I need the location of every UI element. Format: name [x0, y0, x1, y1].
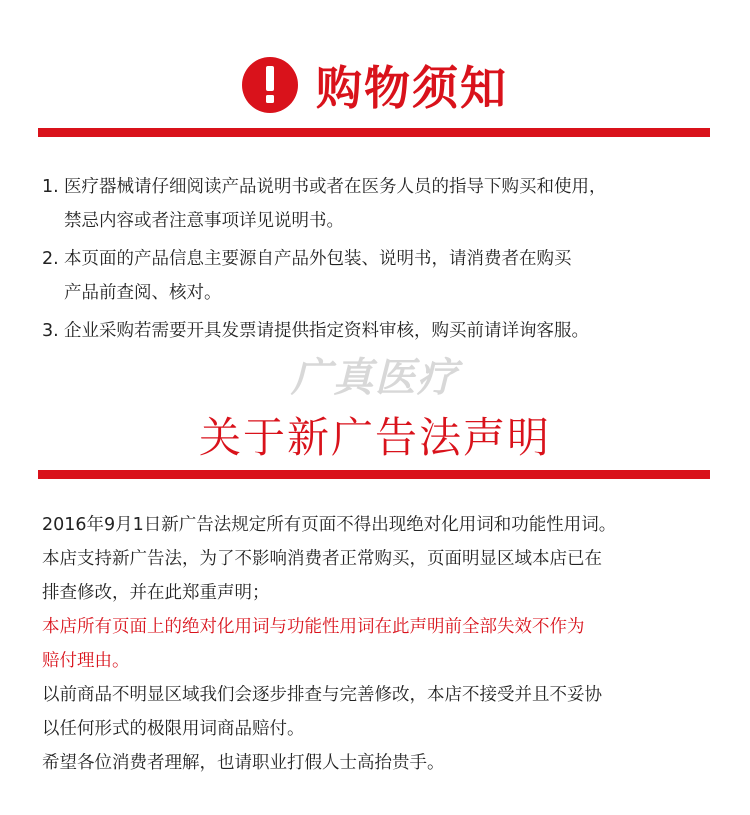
statement-line: 以前商品不明显区域我们会逐步排查与完善修改，本店不接受并且不妥协 — [42, 685, 602, 705]
item-text-cont: 禁忌内容或者注意事项详见说明书。 — [64, 211, 344, 231]
item-text-cont: 产品前查阅、核对。 — [64, 283, 222, 303]
section-title: 关于新广告法声明 — [198, 413, 551, 462]
item-text: 医疗器械请仔细阅读产品说明书或者在医务人员的指导下购买和使用， — [64, 177, 607, 197]
list-item — [42, 170, 722, 238]
divider-bar — [38, 470, 710, 479]
watermark: 广真医疗 — [291, 355, 459, 401]
statement-warning-line: 本店所有页面上的绝对化用词与功能性用词在此声明前全部失效不作为 — [42, 617, 585, 637]
statement-warning-line: 赔付理由。 — [42, 651, 130, 671]
statement-line: 希望各位消费者理解，也请职业打假人士高抬贵手。 — [42, 753, 445, 773]
page-title: 购物须知 — [316, 61, 508, 115]
item-number: 3. — [42, 321, 59, 341]
statement-line: 排查修改，并在此郑重声明； — [42, 583, 270, 603]
item-number: 2. — [42, 249, 59, 269]
item-text: 企业采购若需要开具发票请提供指定资料审核，购买前请详询客服。 — [64, 321, 589, 341]
divider-bar — [38, 128, 710, 137]
statement-line: 2016年9月1日新广告法规定所有页面不得出现绝对化用词和功能性用词。 — [42, 515, 617, 535]
statement-line: 本店支持新广告法，为了不影响消费者正常购买，页面明显区域本店已在 — [42, 549, 602, 569]
item-number: 1. — [42, 177, 59, 197]
statement-body — [42, 508, 722, 780]
list-item — [42, 242, 722, 310]
statement-line: 以任何形式的极限用词商品赔付。 — [42, 719, 305, 739]
page-header — [0, 52, 750, 118]
notice-list — [42, 170, 722, 352]
exclamation-icon — [242, 57, 298, 113]
list-item — [42, 314, 722, 348]
item-text: 本页面的产品信息主要源自产品外包装、说明书，请消费者在购买 — [64, 249, 572, 269]
